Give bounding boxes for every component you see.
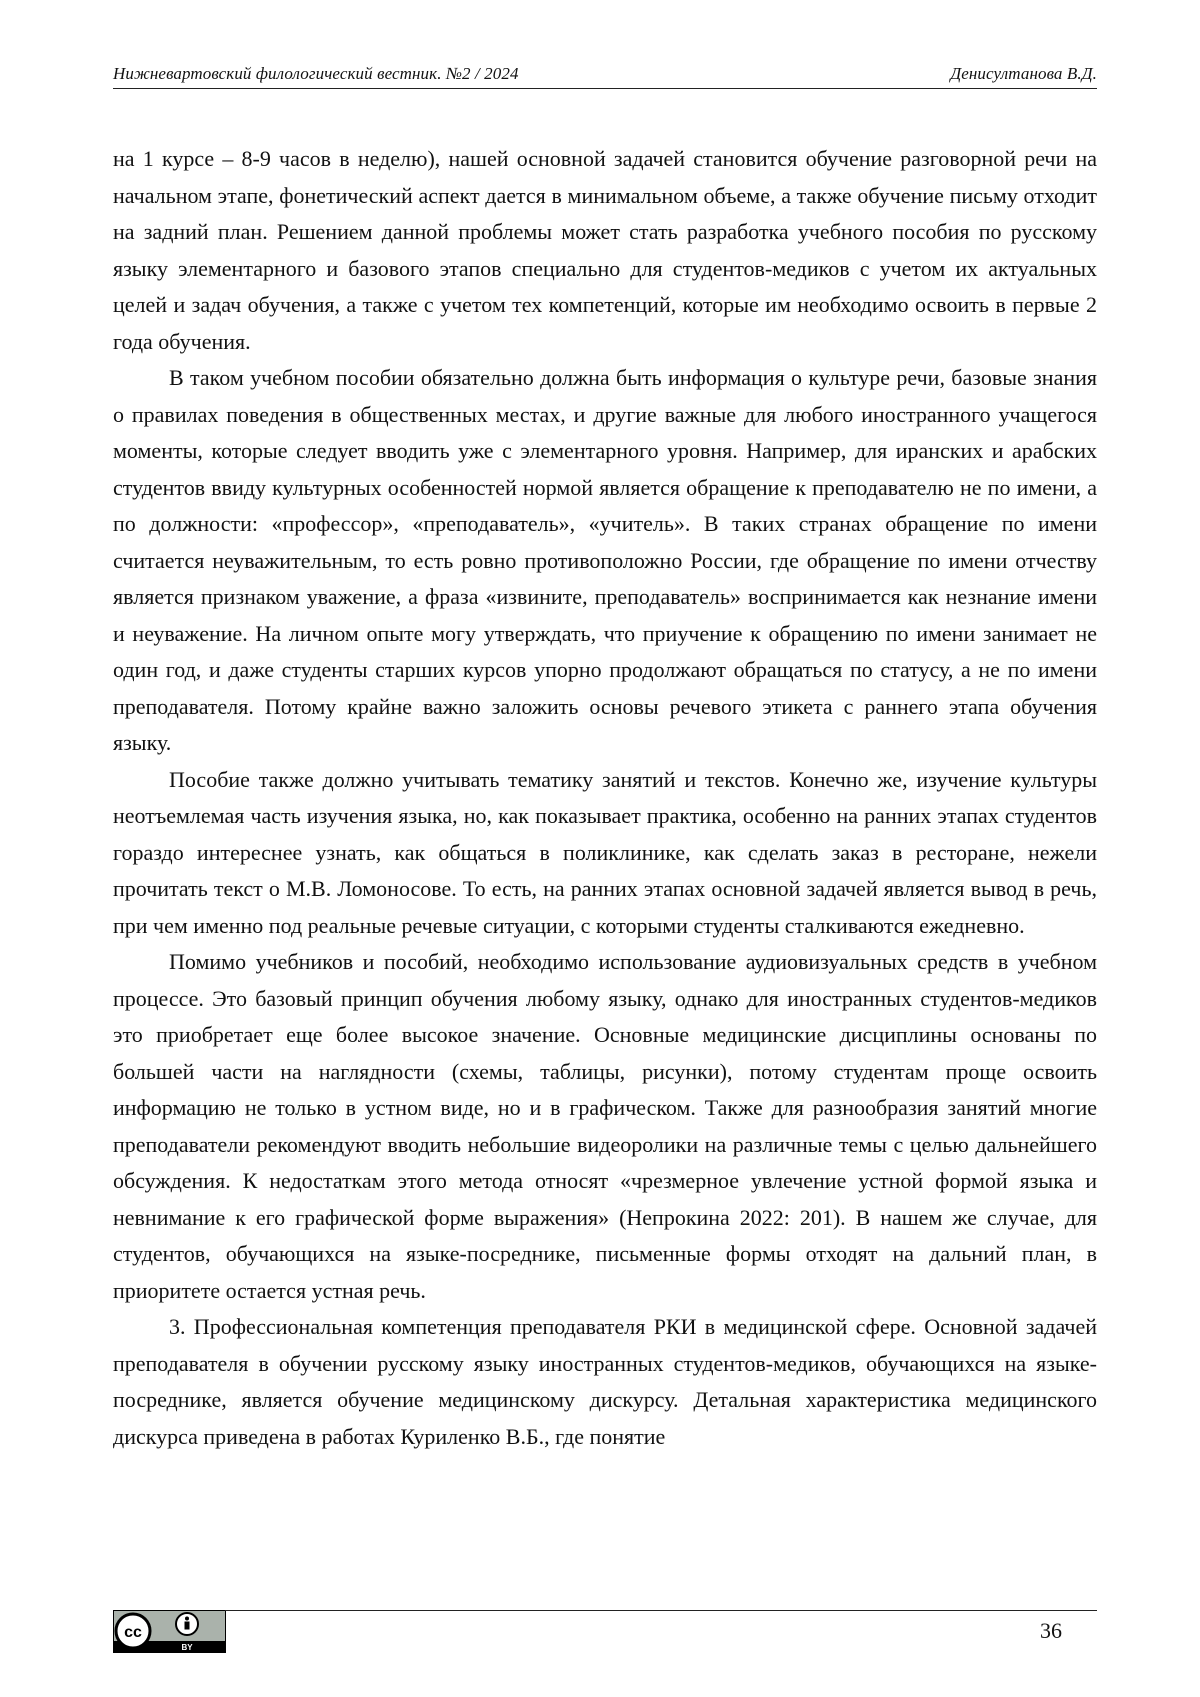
page-number: 36 [1040, 1618, 1062, 1643]
footer-divider [225, 1610, 1097, 1611]
paragraph: Помимо учебников и пособий, необходимо использование аудиовизуальных средств в учебном процессе. Это базовый принцип обучения любому языку, однако для иностранных студентов-медиков это приобретает еще более высокое значение. Основные медицинские дисциплины основаны по большей части на наглядности (схемы, таблицы, рисунки), потому студентам проще освоить информацию не только в устном виде, но и в графическом. Также для разнообразия занятий многие преподаватели рекомендуют вводить небольшие видеоролики на различные темы с целью дальнейшего обсуждения. К недостаткам этого метода относят «чрезмерное увлечение устной формой языка и невнимание к его графической форме выражения» (Непрокина 2022: 201). В нашем же случае, для студентов, обучающихся на языке-посреднике, письменные формы отходят на дальний план, в приоритете остается устная речь. [113, 949, 1097, 1303]
paragraph: В таком учебном пособии обязательно должна быть информация о культуре речи, базовые знания о правилах поведения в общественных местах, и другие важные для любого иностранного учащегося моменты, которые следует вводить уже с элементарного уровня. Например, для иранских и арабских студентов ввиду культурных особенностей нормой является обращение к преподавателю не по имени, а по должности: «профессор», «преподаватель», «учитель». В таких странах обращение по имени считается неуважительным, то есть ровно противоположно России, где обращение по имени отчеству является признаком уважение, а фраза «извините, преподаватель» воспринимается как незнание имени и неуважение. На личном опыте могу утверждать, что приучение к обращению по имени занимает не один год, и даже студенты старших курсов упорно продолжают обращаться по статусу, а не по имени преподавателя. Потому крайне важно заложить основы речевого этикета с раннего этапа обучения языку. [113, 365, 1097, 755]
license-label: BY [181, 1643, 193, 1652]
journal-title: Нижневартовский филологический вестник. №2 / 2024 [113, 64, 519, 83]
paragraph: Пособие также должно учитывать тематику занятий и текстов. Конечно же, изучение культуры неотъемлемая часть изучения языка, но, как показывает практика, особенно на ранних этапах студентов гораздо интереснее узнать, как общаться в поликлинике, как сделать заказ в ресторане, нежели прочитать текст о М.В. Ломоносове. То есть, на ранних этапах основной задачей является вывод в речь, при чем именно под реальные речевые ситуации, с которыми студенты сталкиваются ежедневно. [113, 766, 1097, 938]
paragraph-continuation: на 1 курсе – 8-9 часов в неделю), нашей основной задачей становится обучение разговорной речи на начальном этапе, фонетический аспект дается в минимальном объеме, а также обучение письму отходит на задний план. Решением данной проблемы может стать разработка учебного пособия по русскому языку элементарного и базового этапов специально для студентов-медиков с учетом их актуальных целей и задач обучения, а также с учетом тех компетенций, которые им необходимо освоить в первые 2 года обучения. [113, 146, 1097, 354]
cc-by-icon [113, 1610, 226, 1653]
article-body [113, 141, 1097, 1455]
running-header [113, 58, 1097, 89]
author-name: Денисултанова В.Д. [950, 64, 1097, 83]
cc-by-license-badge [113, 1610, 226, 1653]
paragraph: 3. Профессиональная компетенция преподавателя РКИ в медицинской сфере. Основной задачей преподавателя в обучении русскому языку иностранных студентов-медиков, обучающихся на языке-посреднике, является обучение медицинскому дискурсу. Детальная характеристика медицинского дискурса приведена в работах Куриленко В.Б., где понятие [113, 1314, 1097, 1449]
svg-text:cc: cc [124, 1624, 142, 1641]
